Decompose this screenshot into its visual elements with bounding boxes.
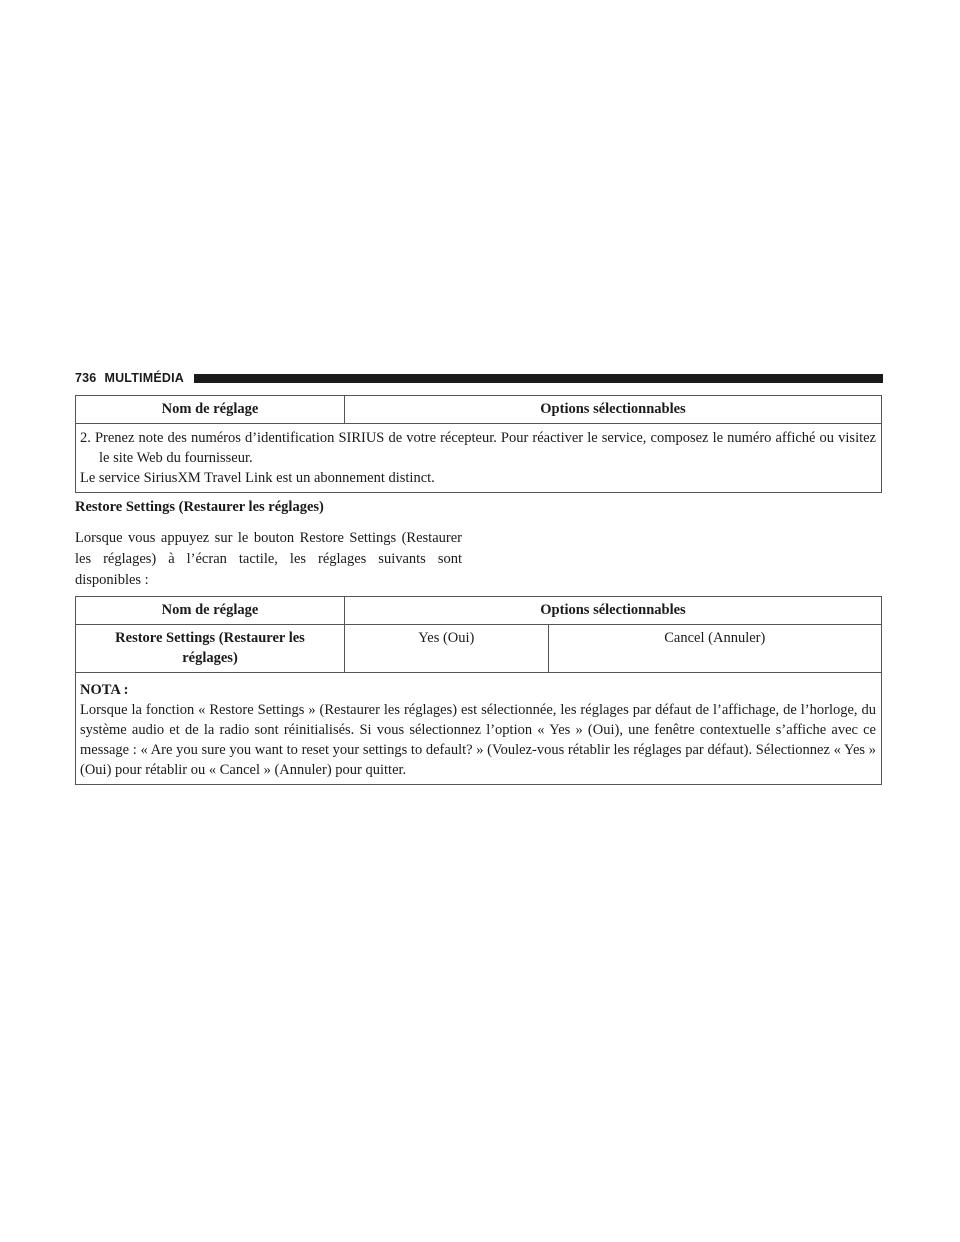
settings-table-travel-link <box>75 395 882 493</box>
section-title: Restore Settings (Restaurer les réglages) <box>75 499 324 515</box>
option-yes-cell: Yes (Oui) <box>345 625 549 673</box>
table-row <box>76 424 882 493</box>
note-text: Lorsque la fonction « Restore Settings » (Restaurer les réglages) est sélectionnée, les réglages par défaut de l’affichage, de l’horloge, du système audio et de la radio sont réinitialisés. Si vous sélectionnez l’option « Yes » (Oui), une fenêtre contextuelle s’affiche avec ce message : « Are you sure you want to reset your settings to default? » (Voulez-vous rétablir les réglages par défaut). Sélectionnez « Yes » (Oui) pour rétablir ou « Cancel » (Annuler) pour quitter. <box>80 702 876 778</box>
option-cancel-cell: Cancel (Annuler) <box>548 625 881 673</box>
header-rule <box>194 374 883 383</box>
subscription-note: Le service SiriusXM Travel Link est un abonnement distinct. <box>80 470 435 486</box>
table-header-row <box>76 597 882 625</box>
table-row <box>76 673 882 785</box>
note-cell <box>76 673 882 785</box>
section-body: Lorsque vous appuyez sur le bouton Restore Settings (Restaurer les réglages) à l’écran tactile, les réglages suivants sont disponibles : <box>75 530 462 588</box>
note-label: NOTA : <box>80 682 129 698</box>
column-header-options: Options sélectionnables <box>345 396 882 424</box>
step-2-text: 2. Prenez note des numéros d’identification SIRIUS de votre récepteur. Pour réactiver le service, composez le numéro affiché ou visitez le site Web du fournisseur. <box>80 430 876 466</box>
column-header-setting-name: Nom de réglage <box>76 396 345 424</box>
setting-name-cell: Restore Settings (Restaurer les réglages) <box>76 625 345 673</box>
table-cell-instructions <box>76 424 882 493</box>
table-header-row <box>76 396 882 424</box>
settings-table-restore <box>75 596 882 785</box>
column-header-options: Options sélectionnables <box>345 597 882 625</box>
table-row <box>76 625 882 673</box>
column-header-setting-name: Nom de réglage <box>76 597 345 625</box>
page-header <box>75 369 883 387</box>
section-name: MULTIMÉDIA <box>104 371 185 385</box>
page-number: 736 <box>75 371 97 385</box>
